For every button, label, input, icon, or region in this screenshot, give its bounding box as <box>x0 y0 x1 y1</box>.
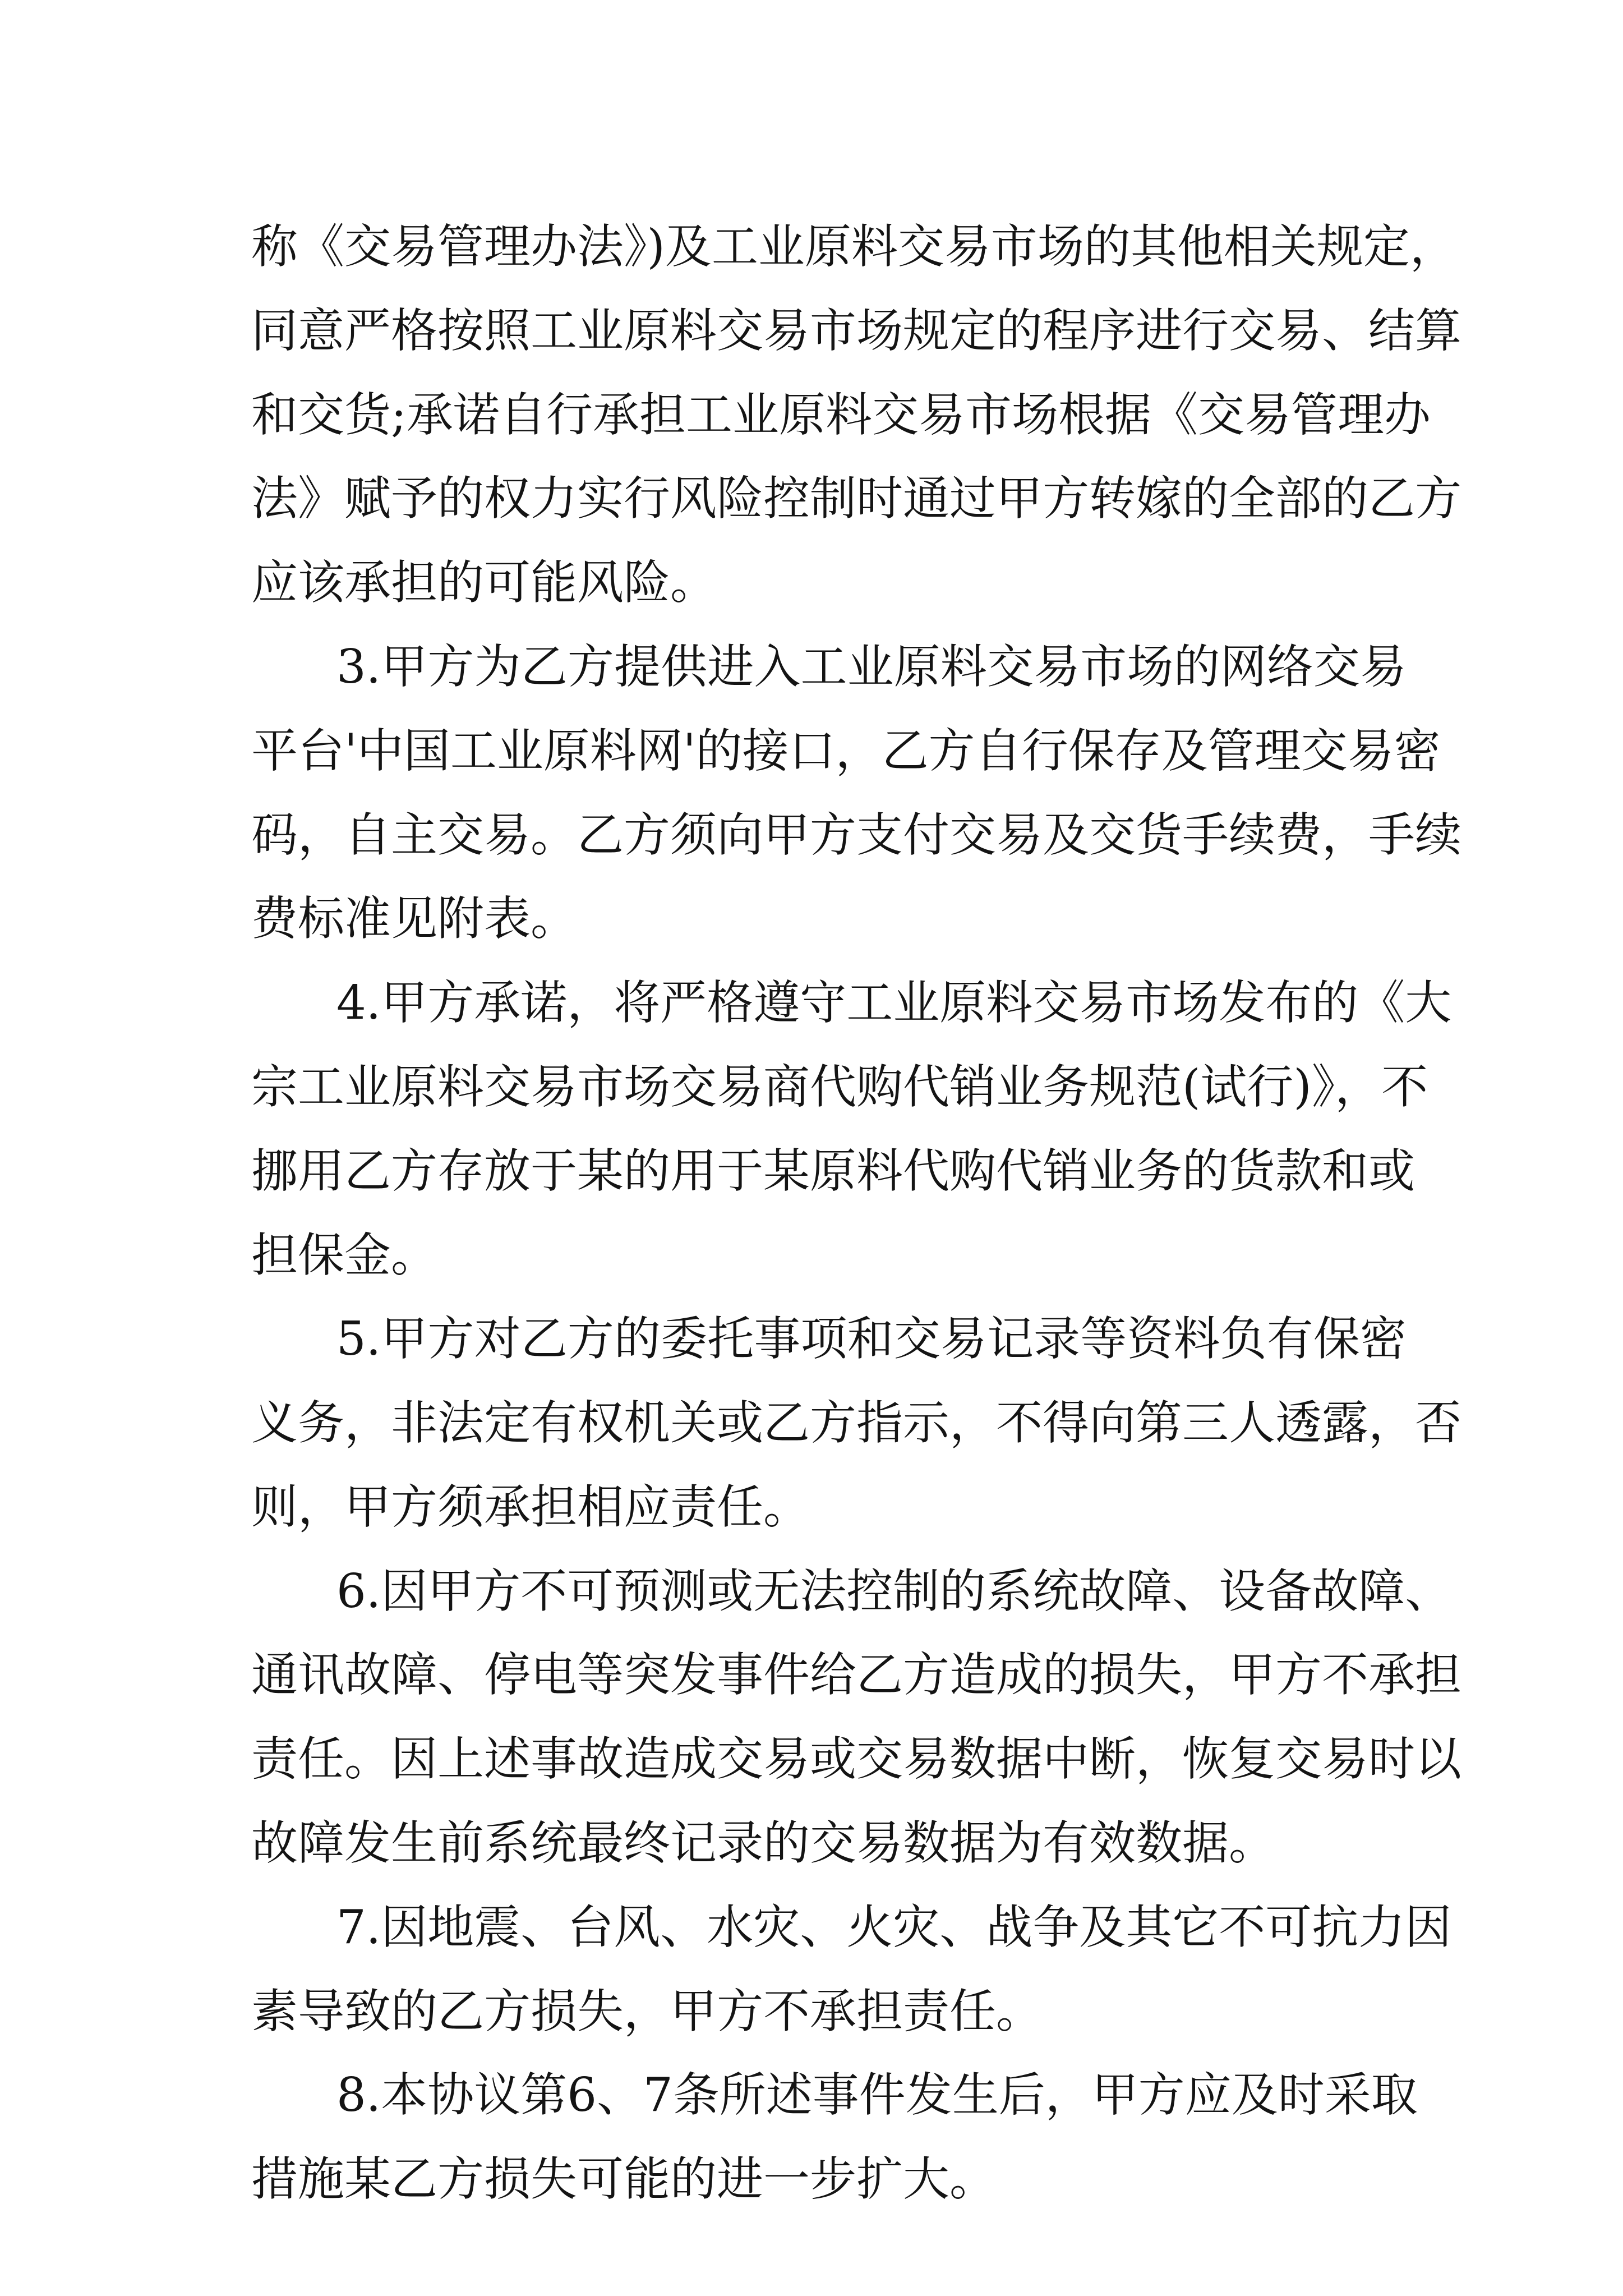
clause-3-first-line: 3.甲方为乙方提供进入工业原料交易市场的网络交易 <box>336 639 1407 694</box>
text-line: 通讯故障、停电等突发事件给乙方造成的损失，甲方不承担 <box>251 1648 1461 1703</box>
text-line: 码，自主交易。乙方须向甲方支付交易及交货手续费，手续 <box>251 807 1461 862</box>
clause-5-first-line: 5.甲方对乙方的委托事项和交易记录等资料负有保密 <box>336 1312 1407 1366</box>
text-line: 责任。因上述事故造成交易或交易数据中断，恢复交易时以 <box>251 1732 1461 1787</box>
text-line: 费标准见附表。 <box>251 891 577 946</box>
clause-7-first-line: 7.因地震、台风、水灾、火灾、战争及其它不可抗力因 <box>336 1899 1452 1954</box>
clause-6-first-line: 6.因甲方不可预测或无法控制的系统故障、设备故障、 <box>336 1563 1452 1618</box>
text-line: 应该承担的可能风险。 <box>251 555 717 610</box>
text-line: 和交货;承诺自行承担工业原料交易市场根据《交易管理办 <box>251 387 1431 442</box>
text-line: 平台'中国工业原料网'的接口，乙方自行保存及管理交易密 <box>251 723 1441 778</box>
text-line: 素导致的乙方损失，甲方不承担责任。 <box>251 1984 1043 2039</box>
text-line: 义务，非法定有权机关或乙方指示，不得向第三人透露，否 <box>251 1396 1461 1451</box>
text-line: 担保金。 <box>251 1227 437 1282</box>
text-line: 故障发生前系统最终记录的交易数据为有效数据。 <box>251 1816 1275 1871</box>
clause-4-first-line: 4.甲方承诺，将严格遵守工业原料交易市场发布的《大 <box>336 976 1452 1030</box>
text-line: 则，甲方须承担相应责任。 <box>251 1479 810 1534</box>
clause-8-first-line: 8.本协议第6、7条所述事件发生后，甲方应及时采取 <box>336 2068 1418 2123</box>
text-line: 同意严格按照工业原料交易市场规定的程序进行交易、结算 <box>251 303 1461 358</box>
text-line: 宗工业原料交易市场交易商代购代销业务规范(试行)》，不 <box>251 1059 1428 1114</box>
text-line: 法》赋予的权力实行风险控制时通过甲方转嫁的全部的乙方 <box>251 471 1461 526</box>
text-line: 称《交易管理办法》)及工业原料交易市场的其他相关规定， <box>251 219 1456 274</box>
text-line: 措施某乙方损失可能的进一步扩大。 <box>251 2152 996 2207</box>
text-line: 挪用乙方存放于某的用于某原料代购代销业务的货款和或 <box>251 1143 1415 1198</box>
